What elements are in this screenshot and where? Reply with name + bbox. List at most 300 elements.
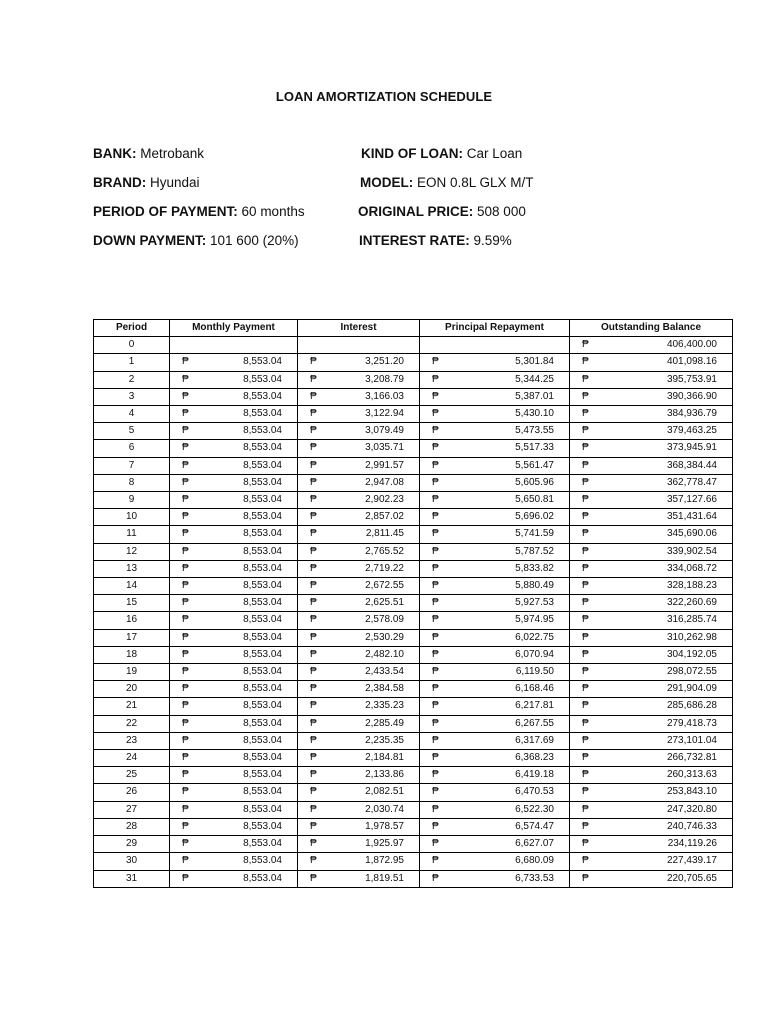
peso-sign: ₱ [182, 580, 189, 592]
peso-sign: ₱ [582, 339, 589, 351]
peso-sign: ₱ [432, 872, 439, 884]
monthly-payment-cell [170, 492, 298, 509]
monthly-payment-cell [170, 560, 298, 577]
monthly-payment-cell [170, 818, 298, 835]
peso-sign: ₱ [582, 614, 589, 626]
principal-repayment-cell [420, 457, 570, 474]
principal-repayment-cell [420, 509, 570, 526]
outstanding-balance-cell [570, 612, 733, 629]
table-row [94, 664, 733, 681]
peso-sign: ₱ [182, 390, 189, 402]
monthly-payment-cell [170, 543, 298, 560]
table-row [94, 801, 733, 818]
peso-sign: ₱ [432, 769, 439, 781]
peso-sign: ₱ [582, 872, 589, 884]
peso-sign: ₱ [582, 494, 589, 506]
period-of-payment-label: PERIOD OF PAYMENT: [93, 204, 238, 219]
interest-cell [298, 750, 420, 767]
amount-value: 8,553.04 [243, 373, 282, 385]
peso-sign: ₱ [182, 597, 189, 609]
table-row [94, 698, 733, 715]
period-cell: 20 [94, 681, 170, 698]
amount-value: 8,553.04 [243, 855, 282, 867]
peso-sign: ₱ [432, 459, 439, 471]
monthly-payment-cell [170, 681, 298, 698]
amount-value: 6,470.53 [515, 786, 554, 798]
outstanding-balance-cell [570, 509, 733, 526]
peso-sign: ₱ [182, 528, 189, 540]
amount-value: 310,262.98 [666, 631, 717, 643]
original-price-field [358, 204, 526, 219]
peso-sign: ₱ [432, 786, 439, 798]
peso-sign: ₱ [432, 648, 439, 660]
principal-repayment-cell [420, 440, 570, 457]
peso-sign: ₱ [582, 752, 589, 764]
peso-sign: ₱ [432, 494, 439, 506]
monthly-payment-cell [170, 698, 298, 715]
interest-cell [298, 578, 420, 595]
interest-cell [298, 440, 420, 457]
amount-value: 8,553.04 [243, 597, 282, 609]
peso-sign: ₱ [310, 820, 317, 832]
brand-label: BRAND: [93, 175, 147, 190]
amount-value: 351,431.64 [666, 511, 717, 523]
amount-value: 8,553.04 [243, 872, 282, 884]
peso-sign: ₱ [310, 786, 317, 798]
principal-repayment-cell [420, 836, 570, 853]
peso-sign: ₱ [432, 752, 439, 764]
peso-sign: ₱ [432, 734, 439, 746]
monthly-payment-cell [170, 664, 298, 681]
outstanding-balance-cell [570, 870, 733, 887]
amount-value: 304,192.05 [666, 648, 717, 660]
period-of-payment-value: 60 months [241, 204, 305, 219]
peso-sign: ₱ [432, 476, 439, 488]
amount-value: 2,991.57 [365, 459, 404, 471]
amount-value: 291,904.09 [666, 683, 717, 695]
amount-value: 266,732.81 [666, 752, 717, 764]
table-row [94, 509, 733, 526]
amount-value: 5,517.33 [515, 442, 554, 454]
amount-value: 2,578.09 [365, 614, 404, 626]
peso-sign: ₱ [582, 511, 589, 523]
interest-cell [298, 354, 420, 371]
amount-value: 8,553.04 [243, 390, 282, 402]
monthly-payment-cell [170, 354, 298, 371]
peso-sign: ₱ [310, 408, 317, 420]
peso-sign: ₱ [310, 597, 317, 609]
amount-value: 8,553.04 [243, 528, 282, 540]
outstanding-balance-cell [570, 578, 733, 595]
interest-cell [298, 715, 420, 732]
peso-sign: ₱ [310, 803, 317, 815]
amount-value: 6,733.53 [515, 872, 554, 884]
peso-sign: ₱ [432, 666, 439, 678]
monthly-payment-column-header: Monthly Payment [170, 320, 298, 337]
amount-value: 322,260.69 [666, 597, 717, 609]
peso-sign: ₱ [432, 820, 439, 832]
bank-value: Metrobank [140, 146, 205, 161]
interest-cell [298, 423, 420, 440]
peso-sign: ₱ [582, 580, 589, 592]
amount-value: 5,473.55 [515, 425, 554, 437]
peso-sign: ₱ [182, 838, 189, 850]
principal-repayment-cell [420, 629, 570, 646]
outstanding-balance-cell [570, 543, 733, 560]
original-price-label: ORIGINAL PRICE: [358, 204, 474, 219]
outstanding-balance-cell [570, 388, 733, 405]
peso-sign: ₱ [582, 459, 589, 471]
period-cell: 8 [94, 474, 170, 491]
kind-of-loan-label: KIND OF LOAN: [361, 146, 463, 161]
peso-sign: ₱ [582, 631, 589, 643]
monthly-payment-cell [170, 801, 298, 818]
amount-value: 6,022.75 [515, 631, 554, 643]
outstanding-balance-cell [570, 698, 733, 715]
amount-value: 260,313.63 [666, 769, 717, 781]
peso-sign: ₱ [310, 390, 317, 402]
amount-value: 8,553.04 [243, 752, 282, 764]
monthly-payment-cell [170, 526, 298, 543]
interest-cell [298, 767, 420, 784]
amount-value: 234,119.26 [667, 838, 717, 850]
amount-value: 8,553.04 [243, 666, 282, 678]
peso-sign: ₱ [310, 700, 317, 712]
monthly-payment-cell [170, 870, 298, 887]
table-row [94, 836, 733, 853]
amount-value: 2,082.51 [365, 786, 404, 798]
table-row [94, 629, 733, 646]
outstanding-balance-cell [570, 818, 733, 835]
interest-cell [298, 406, 420, 423]
amount-value: 5,430.10 [515, 408, 554, 420]
amount-value: 5,833.82 [515, 562, 554, 574]
peso-sign: ₱ [182, 872, 189, 884]
peso-sign: ₱ [182, 511, 189, 523]
interest-cell [298, 698, 420, 715]
peso-sign: ₱ [310, 528, 317, 540]
period-cell: 25 [94, 767, 170, 784]
peso-sign: ₱ [582, 717, 589, 729]
table-row [94, 767, 733, 784]
peso-sign: ₱ [582, 476, 589, 488]
peso-sign: ₱ [310, 425, 317, 437]
peso-sign: ₱ [582, 855, 589, 867]
amount-value: 6,419.18 [515, 769, 554, 781]
table-header-row [94, 320, 733, 337]
amount-value: 2,947.08 [365, 476, 404, 488]
period-cell: 5 [94, 423, 170, 440]
amount-value: 8,553.04 [243, 511, 282, 523]
peso-sign: ₱ [310, 494, 317, 506]
amount-value: 379,463.25 [666, 425, 717, 437]
kind-of-loan-value: Car Loan [466, 146, 523, 161]
interest-cell [298, 732, 420, 749]
down-payment-value: 101 600 (20%) [210, 233, 299, 248]
interest-cell [298, 853, 420, 870]
peso-sign: ₱ [310, 580, 317, 592]
amount-value: 8,553.04 [243, 459, 282, 471]
monthly-payment-cell [170, 732, 298, 749]
peso-sign: ₱ [432, 442, 439, 454]
amount-value: 401,098.16 [666, 356, 717, 368]
peso-sign: ₱ [432, 580, 439, 592]
peso-sign: ₱ [182, 752, 189, 764]
interest-cell [298, 492, 420, 509]
table-row [94, 423, 733, 440]
amount-value: 220,705.65 [666, 872, 717, 884]
principal-repayment-cell [420, 698, 570, 715]
outstanding-balance-cell [570, 526, 733, 543]
peso-sign: ₱ [310, 734, 317, 746]
interest-cell [298, 371, 420, 388]
period-cell: 4 [94, 406, 170, 423]
peso-sign: ₱ [432, 597, 439, 609]
outstanding-balance-column-header: Outstanding Balance [570, 320, 733, 337]
amount-value: 6,574.47 [515, 820, 554, 832]
peso-sign: ₱ [310, 545, 317, 557]
amount-value: 316,285.74 [666, 614, 717, 626]
amount-value: 5,605.96 [515, 476, 554, 488]
principal-repayment-cell [420, 492, 570, 509]
peso-sign: ₱ [582, 442, 589, 454]
amount-value: 227,439.17 [666, 855, 717, 867]
principal-repayment-cell [420, 732, 570, 749]
interest-cell [298, 818, 420, 835]
interest-cell [298, 664, 420, 681]
period-cell: 29 [94, 836, 170, 853]
period-cell: 11 [94, 526, 170, 543]
amount-value: 8,553.04 [243, 820, 282, 832]
interest-cell [298, 784, 420, 801]
outstanding-balance-cell [570, 492, 733, 509]
interest-cell [298, 474, 420, 491]
table-row [94, 681, 733, 698]
amount-value: 345,690.06 [666, 528, 717, 540]
period-cell: 2 [94, 371, 170, 388]
interest-cell [298, 560, 420, 577]
outstanding-balance-cell [570, 560, 733, 577]
peso-sign: ₱ [310, 752, 317, 764]
monthly-payment-cell [170, 406, 298, 423]
amount-value: 2,625.51 [365, 597, 404, 609]
amount-value: 5,387.01 [515, 390, 554, 402]
amount-value: 3,208.79 [365, 373, 404, 385]
monthly-payment-cell [170, 646, 298, 663]
amount-value: 3,251.20 [365, 356, 404, 368]
peso-sign: ₱ [182, 442, 189, 454]
period-cell: 15 [94, 595, 170, 612]
amount-value: 8,553.04 [243, 838, 282, 850]
principal-repayment-cell [420, 474, 570, 491]
amount-value: 285,686.28 [666, 700, 717, 712]
interest-cell [298, 457, 420, 474]
amount-value: 8,553.04 [243, 734, 282, 746]
monthly-payment-cell [170, 474, 298, 491]
amount-value: 5,301.84 [515, 356, 554, 368]
principal-repayment-cell [420, 371, 570, 388]
table-row [94, 388, 733, 405]
principal-repayment-cell [420, 646, 570, 663]
amount-value: 2,285.49 [365, 717, 404, 729]
peso-sign: ₱ [582, 528, 589, 540]
table-row [94, 612, 733, 629]
principal-repayment-cell [420, 784, 570, 801]
peso-sign: ₱ [310, 562, 317, 574]
peso-sign: ₱ [310, 373, 317, 385]
peso-sign: ₱ [582, 786, 589, 798]
peso-sign: ₱ [182, 717, 189, 729]
amount-value: 2,719.22 [365, 562, 404, 574]
peso-sign: ₱ [582, 648, 589, 660]
amount-value: 5,561.47 [515, 459, 554, 471]
peso-sign: ₱ [432, 390, 439, 402]
outstanding-balance-cell [570, 440, 733, 457]
principal-repayment-cell [420, 681, 570, 698]
interest-cell [298, 509, 420, 526]
peso-sign: ₱ [182, 700, 189, 712]
monthly-payment-cell [170, 853, 298, 870]
peso-sign: ₱ [432, 562, 439, 574]
peso-sign: ₱ [432, 631, 439, 643]
amount-value: 2,030.74 [365, 803, 404, 815]
interest-cell [298, 870, 420, 887]
amount-value: 273,101.04 [666, 734, 717, 746]
peso-sign: ₱ [310, 631, 317, 643]
amount-value: 2,335.23 [365, 700, 404, 712]
amount-value: 1,978.57 [365, 820, 404, 832]
period-cell: 10 [94, 509, 170, 526]
original-price-value: 508 000 [477, 204, 526, 219]
peso-sign: ₱ [182, 855, 189, 867]
peso-sign: ₱ [582, 425, 589, 437]
period-cell: 0 [94, 337, 170, 354]
principal-repayment-cell [420, 423, 570, 440]
peso-sign: ₱ [182, 803, 189, 815]
principal-repayment-cell [420, 767, 570, 784]
principal-repayment-cell [420, 818, 570, 835]
principal-repayment-cell [420, 750, 570, 767]
period-cell: 30 [94, 853, 170, 870]
amount-value: 6,217.81 [515, 700, 554, 712]
peso-sign: ₱ [432, 356, 439, 368]
peso-sign: ₱ [432, 614, 439, 626]
peso-sign: ₱ [582, 408, 589, 420]
monthly-payment-cell [170, 784, 298, 801]
principal-repayment-cell [420, 388, 570, 405]
amount-value: 5,927.53 [515, 597, 554, 609]
amount-value: 8,553.04 [243, 631, 282, 643]
amount-value: 357,127.66 [666, 494, 717, 506]
bank-label: BANK: [93, 146, 137, 161]
brand-value: Hyundai [150, 175, 200, 190]
model-field [360, 175, 534, 190]
monthly-payment-cell [170, 629, 298, 646]
principal-repayment-cell [420, 337, 570, 354]
table-row [94, 406, 733, 423]
period-cell: 9 [94, 492, 170, 509]
amount-value: 5,787.52 [515, 545, 554, 557]
principal-repayment-cell [420, 801, 570, 818]
interest-cell [298, 681, 420, 698]
table-row [94, 560, 733, 577]
peso-sign: ₱ [182, 734, 189, 746]
model-label: MODEL: [360, 175, 414, 190]
outstanding-balance-cell [570, 406, 733, 423]
peso-sign: ₱ [182, 631, 189, 643]
amount-value: 6,267.55 [515, 717, 554, 729]
peso-sign: ₱ [432, 803, 439, 815]
peso-sign: ₱ [432, 855, 439, 867]
amount-value: 395,753.91 [666, 373, 717, 385]
table-row [94, 715, 733, 732]
peso-sign: ₱ [182, 786, 189, 798]
outstanding-balance-cell [570, 853, 733, 870]
peso-sign: ₱ [432, 373, 439, 385]
interest-rate-field [359, 233, 512, 248]
amount-value: 384,936.79 [666, 408, 717, 420]
peso-sign: ₱ [182, 820, 189, 832]
principal-repayment-cell [420, 578, 570, 595]
principal-repayment-cell [420, 595, 570, 612]
principal-repayment-cell [420, 612, 570, 629]
outstanding-balance-cell [570, 836, 733, 853]
amount-value: 3,166.03 [365, 390, 404, 402]
peso-sign: ₱ [182, 373, 189, 385]
peso-sign: ₱ [432, 683, 439, 695]
peso-sign: ₱ [310, 459, 317, 471]
table-row [94, 371, 733, 388]
amount-value: 2,384.58 [365, 683, 404, 695]
monthly-payment-cell [170, 595, 298, 612]
period-cell: 18 [94, 646, 170, 663]
interest-cell [298, 629, 420, 646]
interest-cell [298, 388, 420, 405]
period-of-payment-field [93, 204, 305, 219]
principal-repayment-cell [420, 870, 570, 887]
amount-value: 3,079.49 [365, 425, 404, 437]
monthly-payment-cell [170, 388, 298, 405]
down-payment-label: DOWN PAYMENT: [93, 233, 207, 248]
period-cell: 24 [94, 750, 170, 767]
peso-sign: ₱ [182, 648, 189, 660]
principal-repayment-cell [420, 560, 570, 577]
amount-value: 2,133.86 [365, 769, 404, 781]
table-row [94, 337, 733, 354]
amount-value: 406,400.00 [666, 339, 717, 351]
amount-value: 8,553.04 [243, 442, 282, 454]
peso-sign: ₱ [582, 769, 589, 781]
peso-sign: ₱ [182, 614, 189, 626]
monthly-payment-cell [170, 578, 298, 595]
amount-value: 6,680.09 [515, 855, 554, 867]
table-row [94, 457, 733, 474]
amount-value: 298,072.55 [666, 666, 717, 678]
amount-value: 8,553.04 [243, 769, 282, 781]
principal-repayment-cell [420, 543, 570, 560]
table-row [94, 732, 733, 749]
amount-value: 3,122.94 [365, 408, 404, 420]
monthly-payment-cell [170, 750, 298, 767]
amount-value: 8,553.04 [243, 648, 282, 660]
table-row [94, 870, 733, 887]
outstanding-balance-cell [570, 681, 733, 698]
peso-sign: ₱ [310, 683, 317, 695]
outstanding-balance-cell [570, 354, 733, 371]
interest-cell [298, 612, 420, 629]
amount-value: 2,530.29 [365, 631, 404, 643]
amount-value: 5,880.49 [515, 580, 554, 592]
